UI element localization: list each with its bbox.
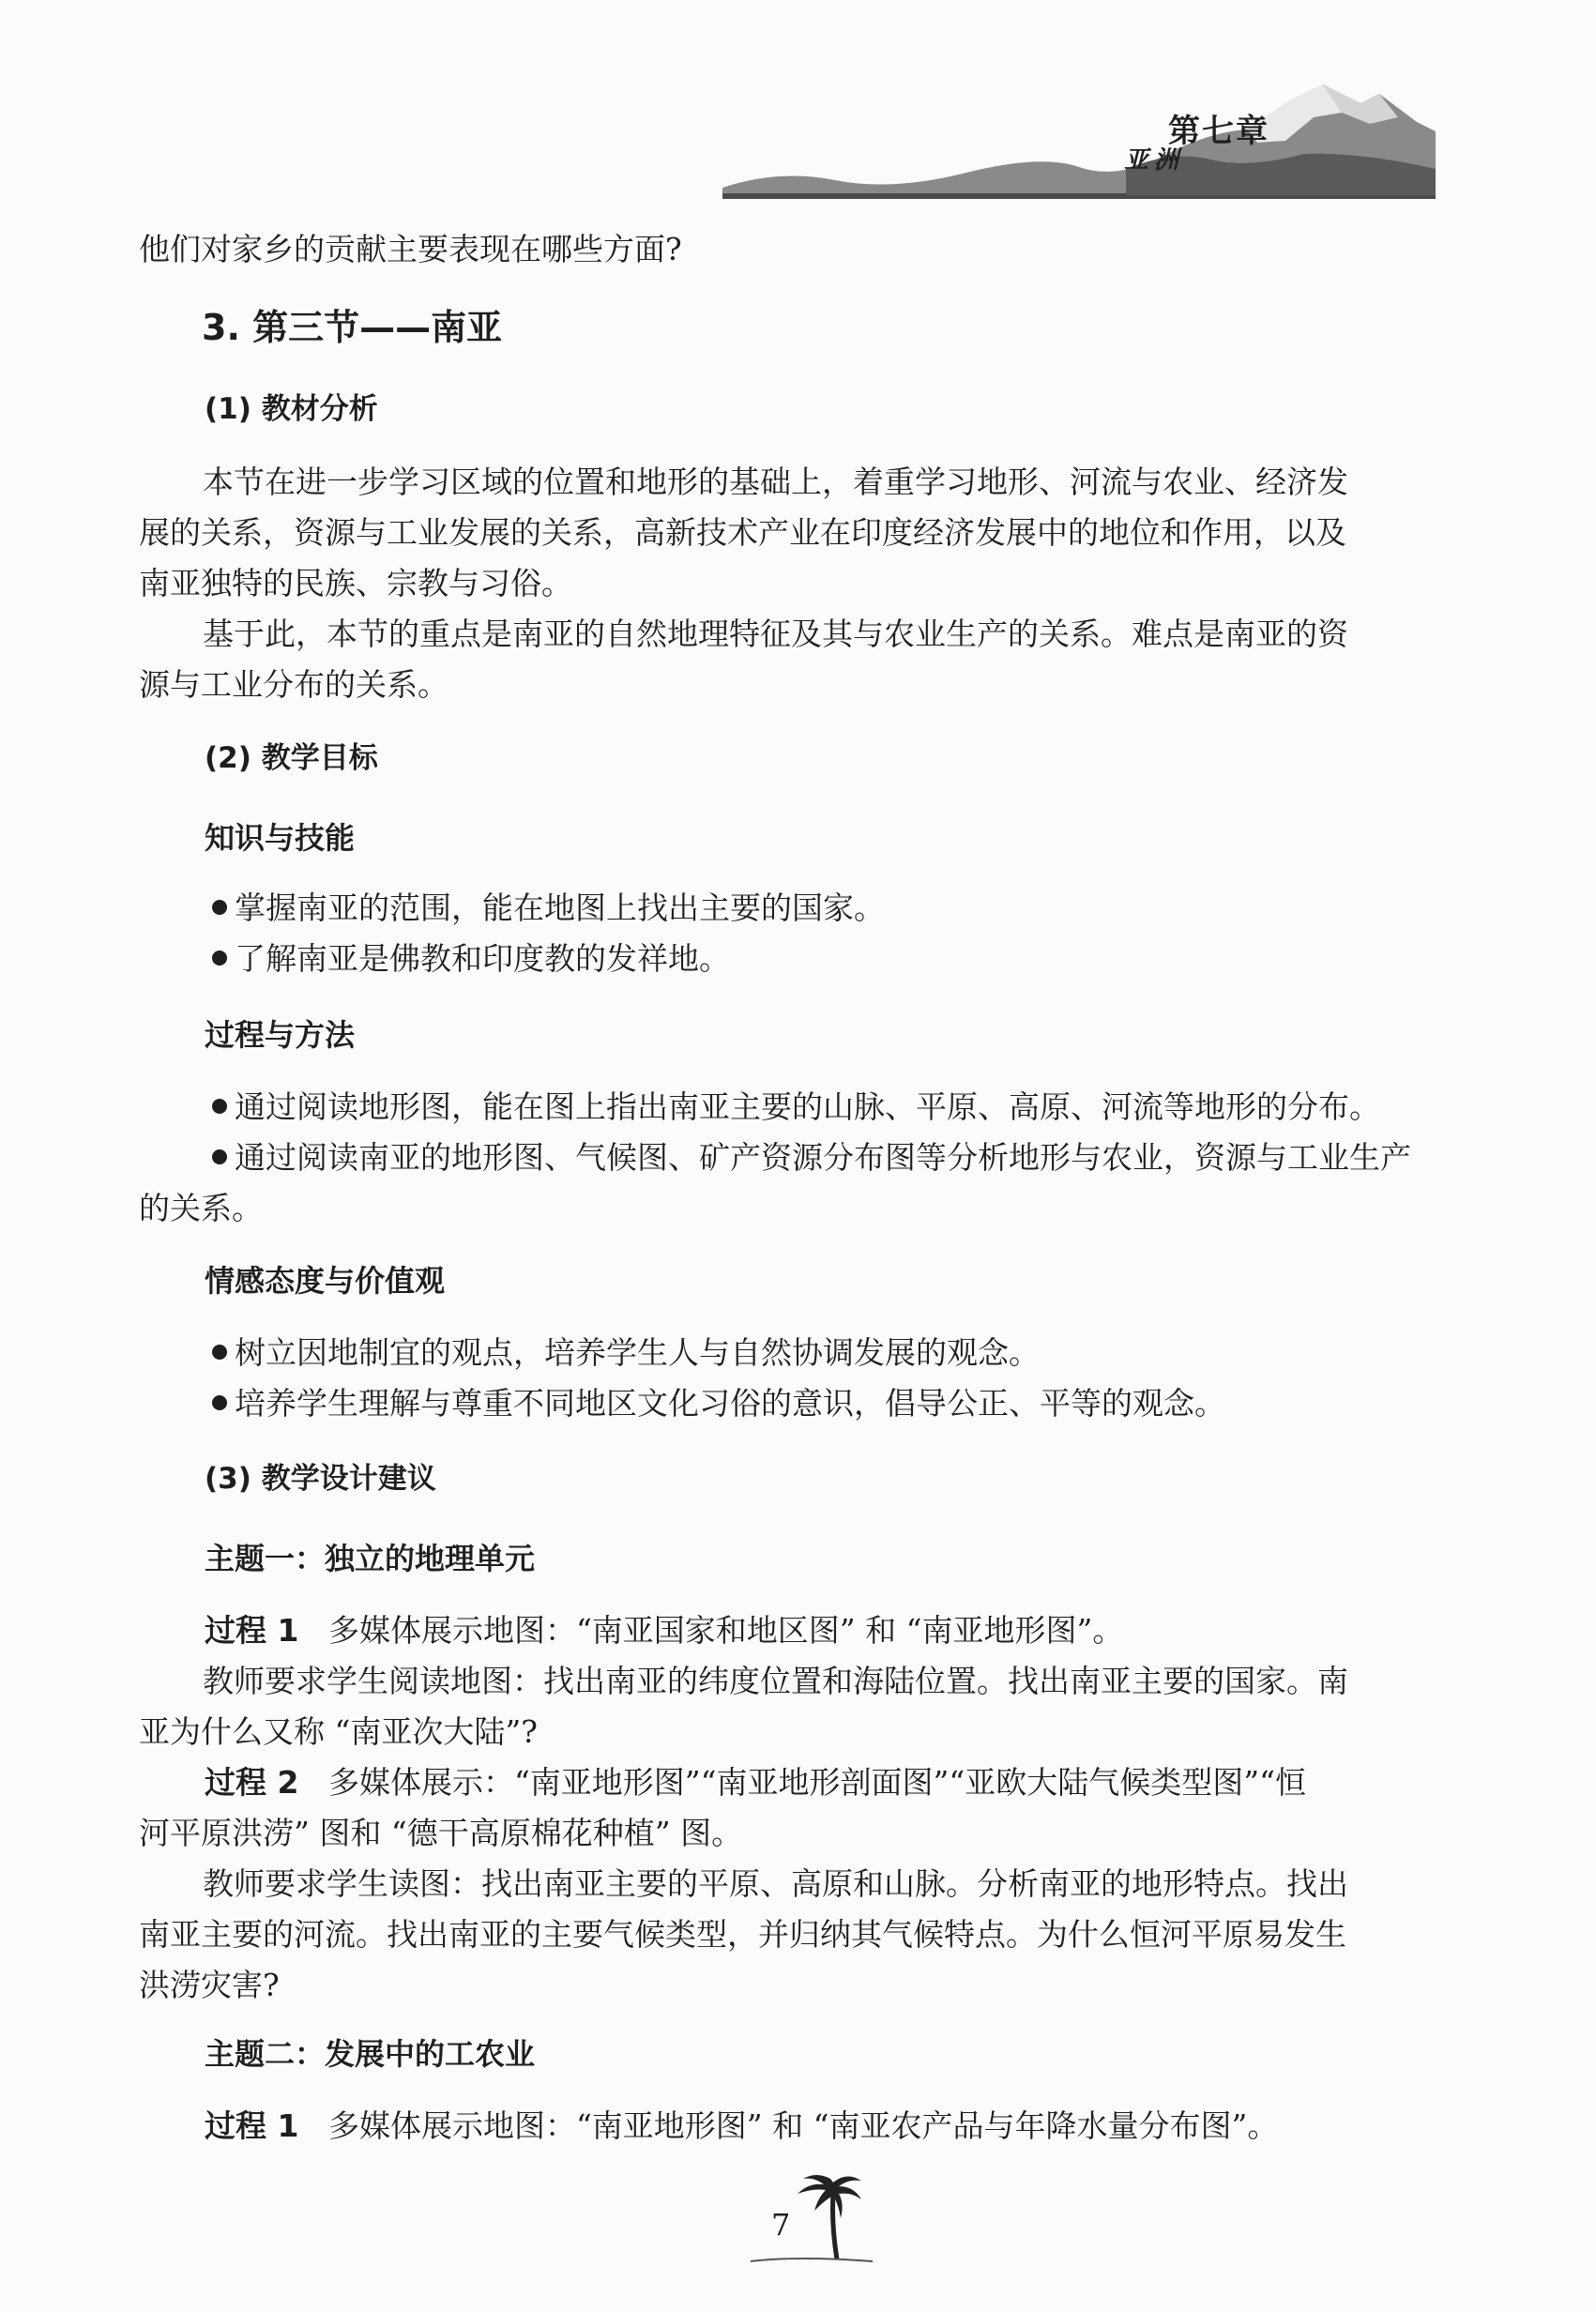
bullet-icon: [212, 1149, 227, 1164]
attitude-item: [212, 1329, 1040, 1373]
topic1-process2-cont: 河平原洪涝” 图和 “德干高原棉花种植” 图。: [139, 1815, 743, 1851]
process-title: 过程与方法: [205, 1017, 356, 1053]
bullet-icon: [212, 1099, 227, 1114]
bullet-icon: [212, 1395, 227, 1410]
process-label: 过程 1: [205, 1612, 299, 1649]
process-text: 多媒体展示：“南亚地形图”“南亚地形剖面图”“亚欧大陆气候类型图”“恒: [327, 1764, 1307, 1801]
part3-title: (3) 教学设计建议: [205, 1462, 436, 1496]
palm-tree-icon: [741, 2168, 882, 2271]
chapter-title: 第七章: [1168, 113, 1269, 150]
topic1-process1: [205, 1606, 1123, 1650]
part2-title: (2) 教学目标: [205, 741, 378, 775]
topic2-process1: [205, 2102, 1278, 2146]
topic2-title: 主题二：发展中的工农业: [205, 2036, 536, 2072]
topic1-req-line2: 亚为什么又称 “南亚次大陆”?: [139, 1713, 538, 1750]
knowledge-title: 知识与技能: [205, 820, 356, 856]
part1-para1-line1: 本节在进一步学习区域的位置和地形的基础上，着重学习地形、河流与农业、经济发: [203, 464, 1348, 500]
attitude-item-text: 树立因地制宜的观点，培养学生人与自然协调发展的观念。: [235, 1334, 1040, 1371]
part1-para2-line2: 源与工业分布的关系。: [139, 666, 448, 703]
knowledge-item: [212, 884, 885, 928]
knowledge-item-text: 了解南亚是佛教和印度教的发祥地。: [235, 940, 730, 977]
process-label: 过程 1: [205, 2107, 299, 2144]
process-text: 多媒体展示地图：“南亚国家和地区图” 和 “南亚地形图”。: [327, 1612, 1124, 1649]
process-item-text: 通过阅读地形图，能在图上指出南亚主要的山脉、平原、高原、河流等地形的分布。: [235, 1088, 1380, 1125]
part1-title: (1) 教材分析: [205, 392, 378, 426]
bullet-icon: [212, 1345, 227, 1360]
process-item: [212, 1083, 1380, 1127]
knowledge-item: [212, 935, 730, 979]
knowledge-item-text: 掌握南亚的范围，能在地图上找出主要的国家。: [235, 890, 885, 926]
process-item-continuation: 的关系。: [139, 1190, 263, 1226]
part1-para2-line1: 基于此，本节的重点是南亚的自然地理特征及其与农业生产的关系。难点是南亚的资: [203, 616, 1348, 652]
mountain-header-illustration: [722, 75, 1436, 206]
section-title: 3. 第三节——南亚: [202, 307, 503, 348]
process-item-text: 通过阅读南亚的地形图、气候图、矿产资源分布图等分析地形与农业，资源与工业生产: [235, 1139, 1411, 1176]
part1-para1-line2: 展的关系，资源与工业发展的关系，高新技术产业在印度经济发展中的地位和作用，以及: [139, 514, 1346, 551]
topic1-req-line1: 教师要求学生阅读地图：找出南亚的纬度位置和海陆位置。找出南亚主要的国家。南: [203, 1663, 1348, 1699]
attitude-item: [212, 1379, 1225, 1423]
bullet-icon: [212, 951, 227, 966]
process-item: [212, 1133, 1411, 1178]
page-number: 7: [771, 2207, 791, 2243]
topic1-req2-line1: 教师要求学生读图：找出南亚主要的平原、高原和山脉。分析南亚的地形特点。找出: [203, 1865, 1348, 1902]
process-label: 过程 2: [205, 1764, 299, 1801]
process-text: 多媒体展示地图：“南亚地形图” 和 “南亚农产品与年降水量分布图”。: [327, 2107, 1279, 2144]
topic1-title: 主题一：独立的地理单元: [205, 1541, 536, 1576]
attitude-title: 情感态度与价值观: [205, 1263, 446, 1299]
topic1-req2-line2: 南亚主要的河流。找出南亚的主要气候类型，并归纳其气候特点。为什么恒河平原易发生: [139, 1916, 1346, 1953]
topic1-req2-line3: 洪涝灾害?: [139, 1967, 280, 2003]
part1-para1-line3: 南亚独特的民族、宗教与习俗。: [139, 565, 572, 601]
topic1-process2: [205, 1758, 1306, 1802]
chapter-subtitle: 亚洲: [1124, 146, 1185, 175]
intro-line: 他们对家乡的贡献主要表现在哪些方面?: [139, 231, 682, 267]
attitude-item-text: 培养学生理解与尊重不同地区文化习俗的意识，倡导公正、平等的观念。: [235, 1385, 1225, 1422]
bullet-icon: [212, 900, 227, 915]
